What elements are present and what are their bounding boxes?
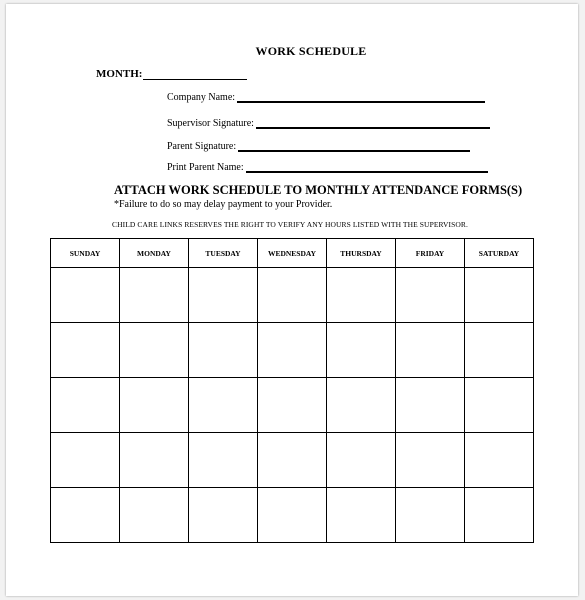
print-parent-name-label: Print Parent Name: [167,162,244,173]
schedule-cell[interactable] [327,323,396,378]
schedule-cell[interactable] [258,323,327,378]
schedule-cell[interactable] [258,488,327,543]
parent-signature-label: Parent Signature: [167,141,237,152]
day-header-sunday: SUNDAY [51,239,120,268]
schedule-table [50,238,534,543]
document-page [6,4,578,596]
schedule-cell[interactable] [189,488,258,543]
parent-signature-input-line[interactable] [238,141,470,152]
schedule-cell[interactable] [51,433,120,488]
company-name-input-line[interactable] [237,92,485,103]
supervisor-signature-input-line[interactable] [256,118,490,129]
schedule-cell[interactable] [327,433,396,488]
supervisor-signature-field [167,118,490,129]
schedule-cell[interactable] [51,378,120,433]
month-input-line[interactable] [143,69,247,80]
schedule-cell[interactable] [189,433,258,488]
table-row [51,488,534,543]
company-name-label: Company Name: [167,92,236,103]
schedule-cell[interactable] [327,268,396,323]
month-label: MONTH: [96,68,143,80]
schedule-cell[interactable] [396,488,465,543]
schedule-cell[interactable] [327,378,396,433]
attach-heading: ATTACH WORK SCHEDULE TO MONTHLY ATTENDANCE FORMS(S) [114,183,523,197]
schedule-cell[interactable] [189,323,258,378]
day-header-tuesday: TUESDAY [189,239,258,268]
day-header-friday: FRIDAY [396,239,465,268]
print-parent-name-input-line[interactable] [246,162,488,173]
table-row [51,433,534,488]
schedule-cell[interactable] [396,378,465,433]
schedule-cell[interactable] [120,433,189,488]
schedule-cell[interactable] [120,268,189,323]
supervisor-signature-label: Supervisor Signature: [167,118,254,129]
schedule-cell[interactable] [465,488,534,543]
day-header-row [51,239,534,268]
schedule-cell[interactable] [189,268,258,323]
schedule-cell[interactable] [465,323,534,378]
schedule-cell[interactable] [396,268,465,323]
day-header-wednesday: WEDNESDAY [258,239,327,268]
schedule-cell[interactable] [120,378,189,433]
schedule-cell[interactable] [327,488,396,543]
schedule-cell[interactable] [465,378,534,433]
table-row [51,268,534,323]
schedule-cell[interactable] [258,433,327,488]
print-parent-name-field [167,162,488,173]
reserve-note: CHILD CARE LINKS RESERVES THE RIGHT TO VERIFY ANY HOURS LISTED WITH THE SUPERVISOR. [112,220,469,229]
schedule-cell[interactable] [189,378,258,433]
schedule-cell[interactable] [465,268,534,323]
day-header-saturday: SATURDAY [465,239,534,268]
failure-note: *Failure to do so may delay payment to your Provider. [114,199,333,210]
schedule-cell[interactable] [258,378,327,433]
table-row [51,378,534,433]
month-field [96,68,247,80]
day-header-monday: MONDAY [120,239,189,268]
table-row [51,323,534,378]
schedule-cell[interactable] [51,323,120,378]
parent-signature-field [167,141,470,152]
schedule-cell[interactable] [396,433,465,488]
company-name-field [167,92,485,103]
schedule-cell[interactable] [51,488,120,543]
schedule-cell[interactable] [258,268,327,323]
day-header-thursday: THURSDAY [327,239,396,268]
schedule-cell[interactable] [396,323,465,378]
schedule-cell[interactable] [120,488,189,543]
schedule-cell[interactable] [120,323,189,378]
schedule-cell[interactable] [51,268,120,323]
schedule-cell[interactable] [465,433,534,488]
page-title: WORK SCHEDULE [255,44,367,58]
